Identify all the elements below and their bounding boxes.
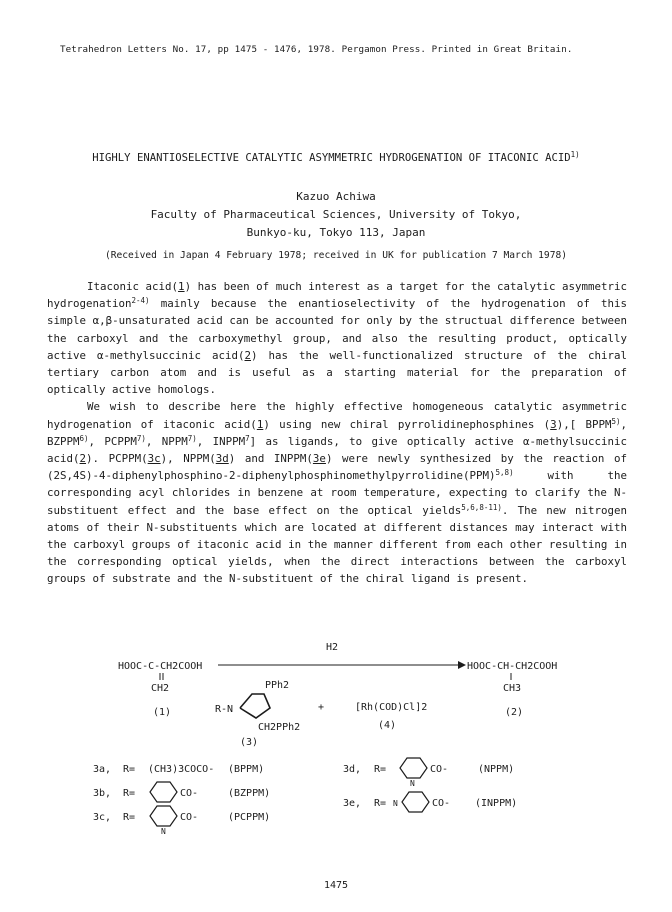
p2-text: ),[ BPPM bbox=[556, 417, 612, 431]
ligand-name: (BPPM) bbox=[228, 764, 265, 775]
catalyst: [Rh(COD)Cl]2 bbox=[355, 702, 428, 713]
benzene-ring bbox=[150, 782, 177, 802]
citation: 6) bbox=[79, 433, 89, 443]
p2-text: We wish to describe here the highly effective homogeneous catalytic asymmetric hydrogenation of itaconic acid( bbox=[47, 400, 627, 431]
paragraph-2 bbox=[47, 398, 627, 587]
body-text bbox=[47, 278, 627, 588]
ligand-name: (NPPM) bbox=[478, 764, 515, 775]
received-dates: (Received in Japan 4 February 1978; received in UK for publication 7 March 1978) bbox=[104, 250, 568, 261]
compound-ref: 2 bbox=[79, 452, 87, 466]
ligand-name: (INPPM) bbox=[475, 798, 518, 809]
ligand-code: 3e, bbox=[343, 798, 362, 809]
page-number: 1475 bbox=[323, 880, 349, 891]
compound-label-1: (1) bbox=[153, 707, 172, 718]
ligand-3c bbox=[93, 806, 270, 836]
ligand-name: (BZPPM) bbox=[228, 788, 271, 799]
title-footnote: 1) bbox=[570, 150, 580, 159]
citation: 5) bbox=[611, 416, 621, 426]
reaction-scheme bbox=[0, 630, 672, 870]
pyrrolidine-ring bbox=[240, 694, 270, 718]
affiliation-line-2: Bunkyo-ku, Tokyo 113, Japan bbox=[246, 226, 426, 239]
ligand-r: R= bbox=[123, 764, 136, 775]
compound-ref: 3 bbox=[550, 417, 557, 431]
ligand-group: CO- bbox=[180, 788, 199, 799]
plus-sign: + bbox=[318, 702, 325, 713]
p2-text: ). PCPPM( bbox=[86, 452, 148, 466]
citation: 2-4) bbox=[131, 296, 150, 306]
ligand-code: 3c, bbox=[93, 812, 112, 823]
citation: 5,6,8-11) bbox=[461, 502, 502, 512]
ligand-r: R= bbox=[123, 812, 136, 823]
p1-text-b: ) has been of much interest as a target for the catalytic asymmetric hydrogenation bbox=[47, 280, 627, 311]
pyridine-ring bbox=[400, 758, 427, 778]
ligand-group: CO- bbox=[430, 764, 449, 775]
compound-ref: 3e bbox=[312, 452, 326, 466]
ligand-3a bbox=[93, 764, 264, 775]
ligand-code: 3a, bbox=[93, 764, 112, 775]
ligand-r: R= bbox=[374, 764, 387, 775]
p2-text: , INPPM bbox=[196, 434, 246, 448]
author: Kazuo Achiwa bbox=[296, 190, 376, 203]
p2-text: . The new nitrogen atoms of their N-substituents which are located at different distances may interact with the carboxyl groups of itaconic acid in the manner different from each other resulting in the corresponding optical yields, when the direct interactions between the carboxyl groups of substrate and the N-substituent of the chiral ligand is present. bbox=[47, 503, 627, 586]
ligand-3e bbox=[343, 792, 517, 812]
reagent-label: H2 bbox=[326, 642, 339, 653]
product-methyl: CH3 bbox=[503, 683, 522, 694]
arrow-head bbox=[458, 661, 466, 669]
ligand-group: CO- bbox=[432, 798, 451, 809]
p2-text: ) and INPPM( bbox=[228, 452, 313, 466]
citation: 7) bbox=[187, 433, 197, 443]
compound-ref: 1 bbox=[178, 280, 185, 293]
ligand-group: (CH3)3COCO- bbox=[148, 764, 215, 775]
p2-text: , NPPM bbox=[145, 434, 188, 448]
ligand-r: R= bbox=[123, 788, 136, 799]
ligand-r: R= bbox=[374, 798, 387, 809]
ligand-code: 3d, bbox=[343, 764, 362, 775]
p1-text-d: ) has the well-functionalized structure of the chiral tertiary carbon atom and is useful as a starting material for the preparation of optically active homologs. bbox=[47, 348, 627, 397]
p1-text-a: Itaconic acid( bbox=[87, 280, 179, 293]
p2-text: ) using new chiral pyrrolidinephosphines ( bbox=[263, 417, 551, 431]
p2-text: ] as ligands, to give optically active α-methylsuccinic acid( bbox=[47, 434, 627, 466]
compound-ref: 3c bbox=[147, 452, 161, 466]
pyridine-ring bbox=[150, 806, 177, 826]
ligand-3d bbox=[343, 758, 514, 788]
article-title-text: HIGHLY ENANTIOSELECTIVE CATALYTIC ASYMMETRIC HYDROGENATION OF ITACONIC ACID bbox=[92, 152, 571, 164]
p2-text: , PCPPM bbox=[88, 434, 137, 448]
citation: 5,8) bbox=[495, 468, 514, 478]
paragraph-1 bbox=[47, 278, 627, 398]
p2-text: with the corresponding acyl chlorides in benzene at room temperature, expecting to clarify the N-substituent effect and the base effect on the optical yields bbox=[47, 469, 627, 517]
product-formula: HOOC-CH-CH2COOH bbox=[467, 661, 558, 672]
compound-label-3: (3) bbox=[240, 737, 259, 748]
p2-text: ), NPPM( bbox=[160, 452, 216, 466]
compound-ref: 3d bbox=[215, 452, 229, 466]
ring-nitrogen: N bbox=[410, 779, 415, 788]
ligand-code: 3b, bbox=[93, 788, 112, 799]
ligand-group: CO- bbox=[180, 812, 199, 823]
citation: 7) bbox=[136, 433, 146, 443]
affiliation-line-1: Faculty of Pharmaceutical Sciences, University of Tokyo, bbox=[150, 208, 522, 221]
compound-label-2: (2) bbox=[505, 707, 524, 718]
ligand-3b bbox=[93, 782, 270, 802]
ligand-r-n: R-N bbox=[215, 704, 234, 715]
running-head: Tetrahedron Letters No. 17, pp 1475 - 1476, 1978. Pergamon Press. Printed in Great Britain. bbox=[60, 44, 573, 55]
ligand-pph2: PPh2 bbox=[265, 680, 290, 691]
p2-text: , BZPPM bbox=[47, 417, 628, 448]
p2-text: ) were newly synthesized by the reaction of (2S,4S)-4-diphenylphosphino-2-diphenylphosphinomethylpyrrolidine(PPM) bbox=[47, 452, 627, 483]
compound-ref: 1 bbox=[256, 417, 264, 431]
ligand-ch2pph2: CH2PPh2 bbox=[258, 722, 301, 733]
substrate-methylene: CH2 bbox=[151, 683, 170, 694]
compound-label-4: (4) bbox=[378, 720, 397, 731]
compound-ref: 2 bbox=[244, 348, 252, 362]
ligand-name: (PCPPM) bbox=[228, 812, 271, 823]
p1-text-c: mainly because the enantioselectivity of the hydrogenation of this simple α,β-unsaturated acid can be accounted for only by the structual difference between the carboxyl and the carboxymethyl group, and also the resulting product, optically active α-methylsuccinic acid( bbox=[47, 297, 627, 362]
article-title bbox=[0, 152, 672, 164]
ring-nitrogen: N bbox=[393, 799, 398, 808]
substrate-formula: HOOC-C-CH2COOH bbox=[118, 661, 203, 672]
citation: 7 bbox=[245, 433, 250, 443]
ring-nitrogen: N bbox=[161, 827, 166, 836]
pyridine-ring bbox=[402, 792, 429, 812]
